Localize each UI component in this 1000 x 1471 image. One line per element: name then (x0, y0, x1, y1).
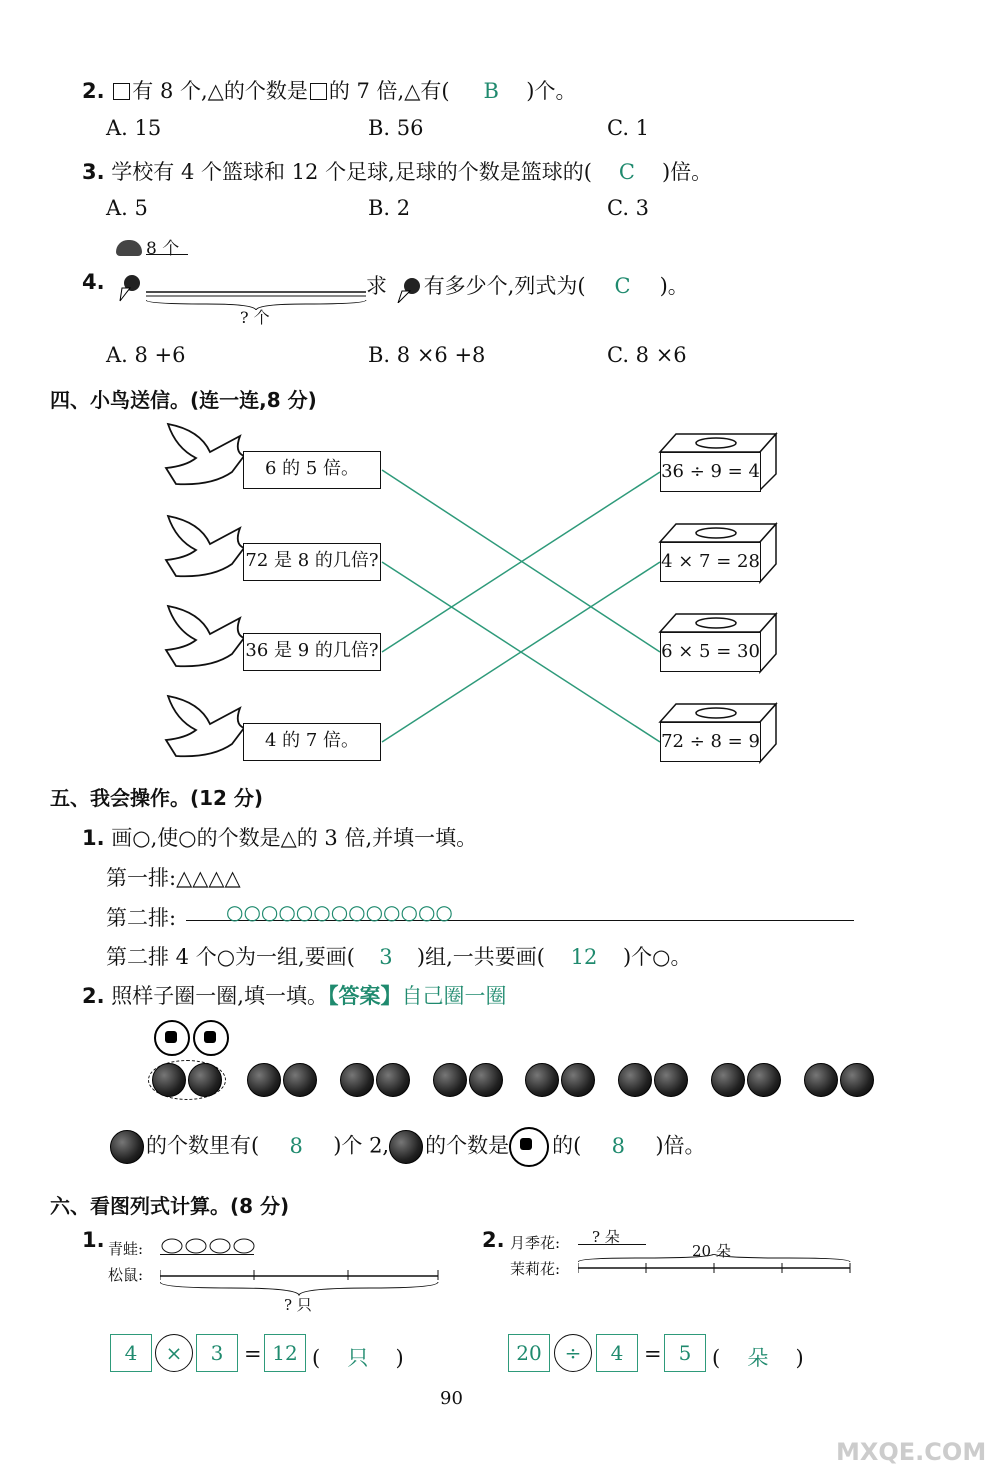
squirrel-bar (160, 1270, 442, 1296)
q2-line: 2. 有 8 个,△的个数是 的 7 倍,△有( B )个。 (82, 79, 577, 103)
unit-answer[interactable]: 朵 (747, 1346, 769, 1370)
mailbox[interactable]: 72 ÷ 8 = 9 (660, 722, 761, 762)
jasmine-label: 茉莉花: (510, 1260, 561, 1278)
bird-icon (166, 606, 244, 666)
result-box[interactable]: 5 (664, 1334, 706, 1372)
q3-line: 3. 学校有 4 个篮球和 12 个足球,足球的个数是篮球的( C )倍。 (82, 160, 713, 184)
question-label: ? 只 (284, 1296, 312, 1314)
bird-icon (166, 696, 244, 756)
row-1: 第一排:△△△△ (106, 866, 241, 890)
operand-box[interactable]: 20 (508, 1334, 550, 1372)
bottom-label: ? 个 (240, 308, 270, 327)
operand-box[interactable]: 3 (196, 1334, 238, 1372)
result-box[interactable]: 12 (264, 1334, 306, 1372)
option-c: C. 1 (607, 116, 650, 140)
q4-ask: 求 有多少个,列式为( C )。 (366, 270, 689, 300)
section-title: 五、我会操作。(12 分) (50, 786, 264, 810)
top-label: 8 个 (146, 239, 180, 259)
mailbox[interactable]: 36 ÷ 9 = 4 (660, 452, 761, 492)
soccer-ball-icon (154, 1020, 190, 1056)
answer[interactable]: 3 (379, 945, 393, 969)
bird-letter[interactable]: 36 是 9 的几倍? (243, 633, 381, 671)
option-b: B. 56 (368, 116, 424, 140)
row-2: 第二排: (106, 906, 177, 930)
soccer-ball-icon (193, 1020, 229, 1056)
page-number: 90 (440, 1388, 463, 1409)
operand-box[interactable]: 4 (596, 1334, 638, 1372)
answer[interactable]: C (614, 274, 631, 298)
answer[interactable]: B (483, 79, 499, 103)
basketball-icon (389, 1130, 423, 1164)
answer[interactable]: 8 (611, 1133, 625, 1158)
basketball-icon (110, 1130, 144, 1164)
section-title: 四、小鸟送信。(连一连,8 分) (50, 388, 317, 412)
soccer-ball-icon (509, 1127, 549, 1167)
mailbox[interactable]: 4 × 7 = 28 (660, 542, 761, 582)
basketball-icon (188, 1063, 222, 1097)
rose-question: ? 朵 (592, 1228, 620, 1246)
question-number: 2. (82, 79, 105, 103)
option-a: A. 8 +6 (106, 343, 186, 367)
bird-letter[interactable]: 72 是 8 的几倍? (243, 543, 381, 581)
option-a: A. 5 (106, 196, 148, 220)
option-b: B. 8 ×6 +8 (368, 343, 486, 367)
bird-letter[interactable]: 6 的 5 倍。 (243, 451, 381, 489)
total-label: 20 朵 (692, 1242, 731, 1260)
section-title: 六、看图列式计算。(8 分) (50, 1194, 290, 1218)
operator-circle[interactable]: × (155, 1334, 193, 1372)
soccer-balls (154, 1020, 232, 1061)
bird-letter[interactable]: 4 的 7 倍。 (243, 723, 381, 761)
basketball-icon (152, 1063, 186, 1097)
jasmine-bar (578, 1254, 854, 1278)
operator-circle[interactable]: ÷ (554, 1334, 592, 1372)
option-b: B. 2 (368, 196, 411, 220)
basketball-row (152, 1063, 876, 1102)
answer[interactable]: C (618, 160, 635, 184)
rose-label: 月季花: (510, 1234, 561, 1252)
mailbox[interactable]: 6 × 5 = 30 (660, 632, 761, 672)
answer[interactable]: 12 (570, 945, 598, 969)
watermark: MXQE.COM (836, 1438, 987, 1466)
option-c: C. 3 (607, 196, 650, 220)
drawn-circles[interactable]: ○○○○○○○○○○○○○ (226, 900, 453, 924)
frog-label: 青蛙: (108, 1240, 144, 1258)
operand-box[interactable]: 4 (110, 1334, 152, 1372)
bird-icon (166, 516, 244, 576)
option-c: C. 8 ×6 (607, 343, 687, 367)
unit-answer[interactable]: 只 (347, 1346, 369, 1370)
option-a: A. 15 (106, 116, 162, 140)
bird-icon (166, 424, 244, 484)
squirrel-label: 松鼠: (108, 1266, 144, 1284)
answer[interactable]: 8 (289, 1133, 303, 1158)
